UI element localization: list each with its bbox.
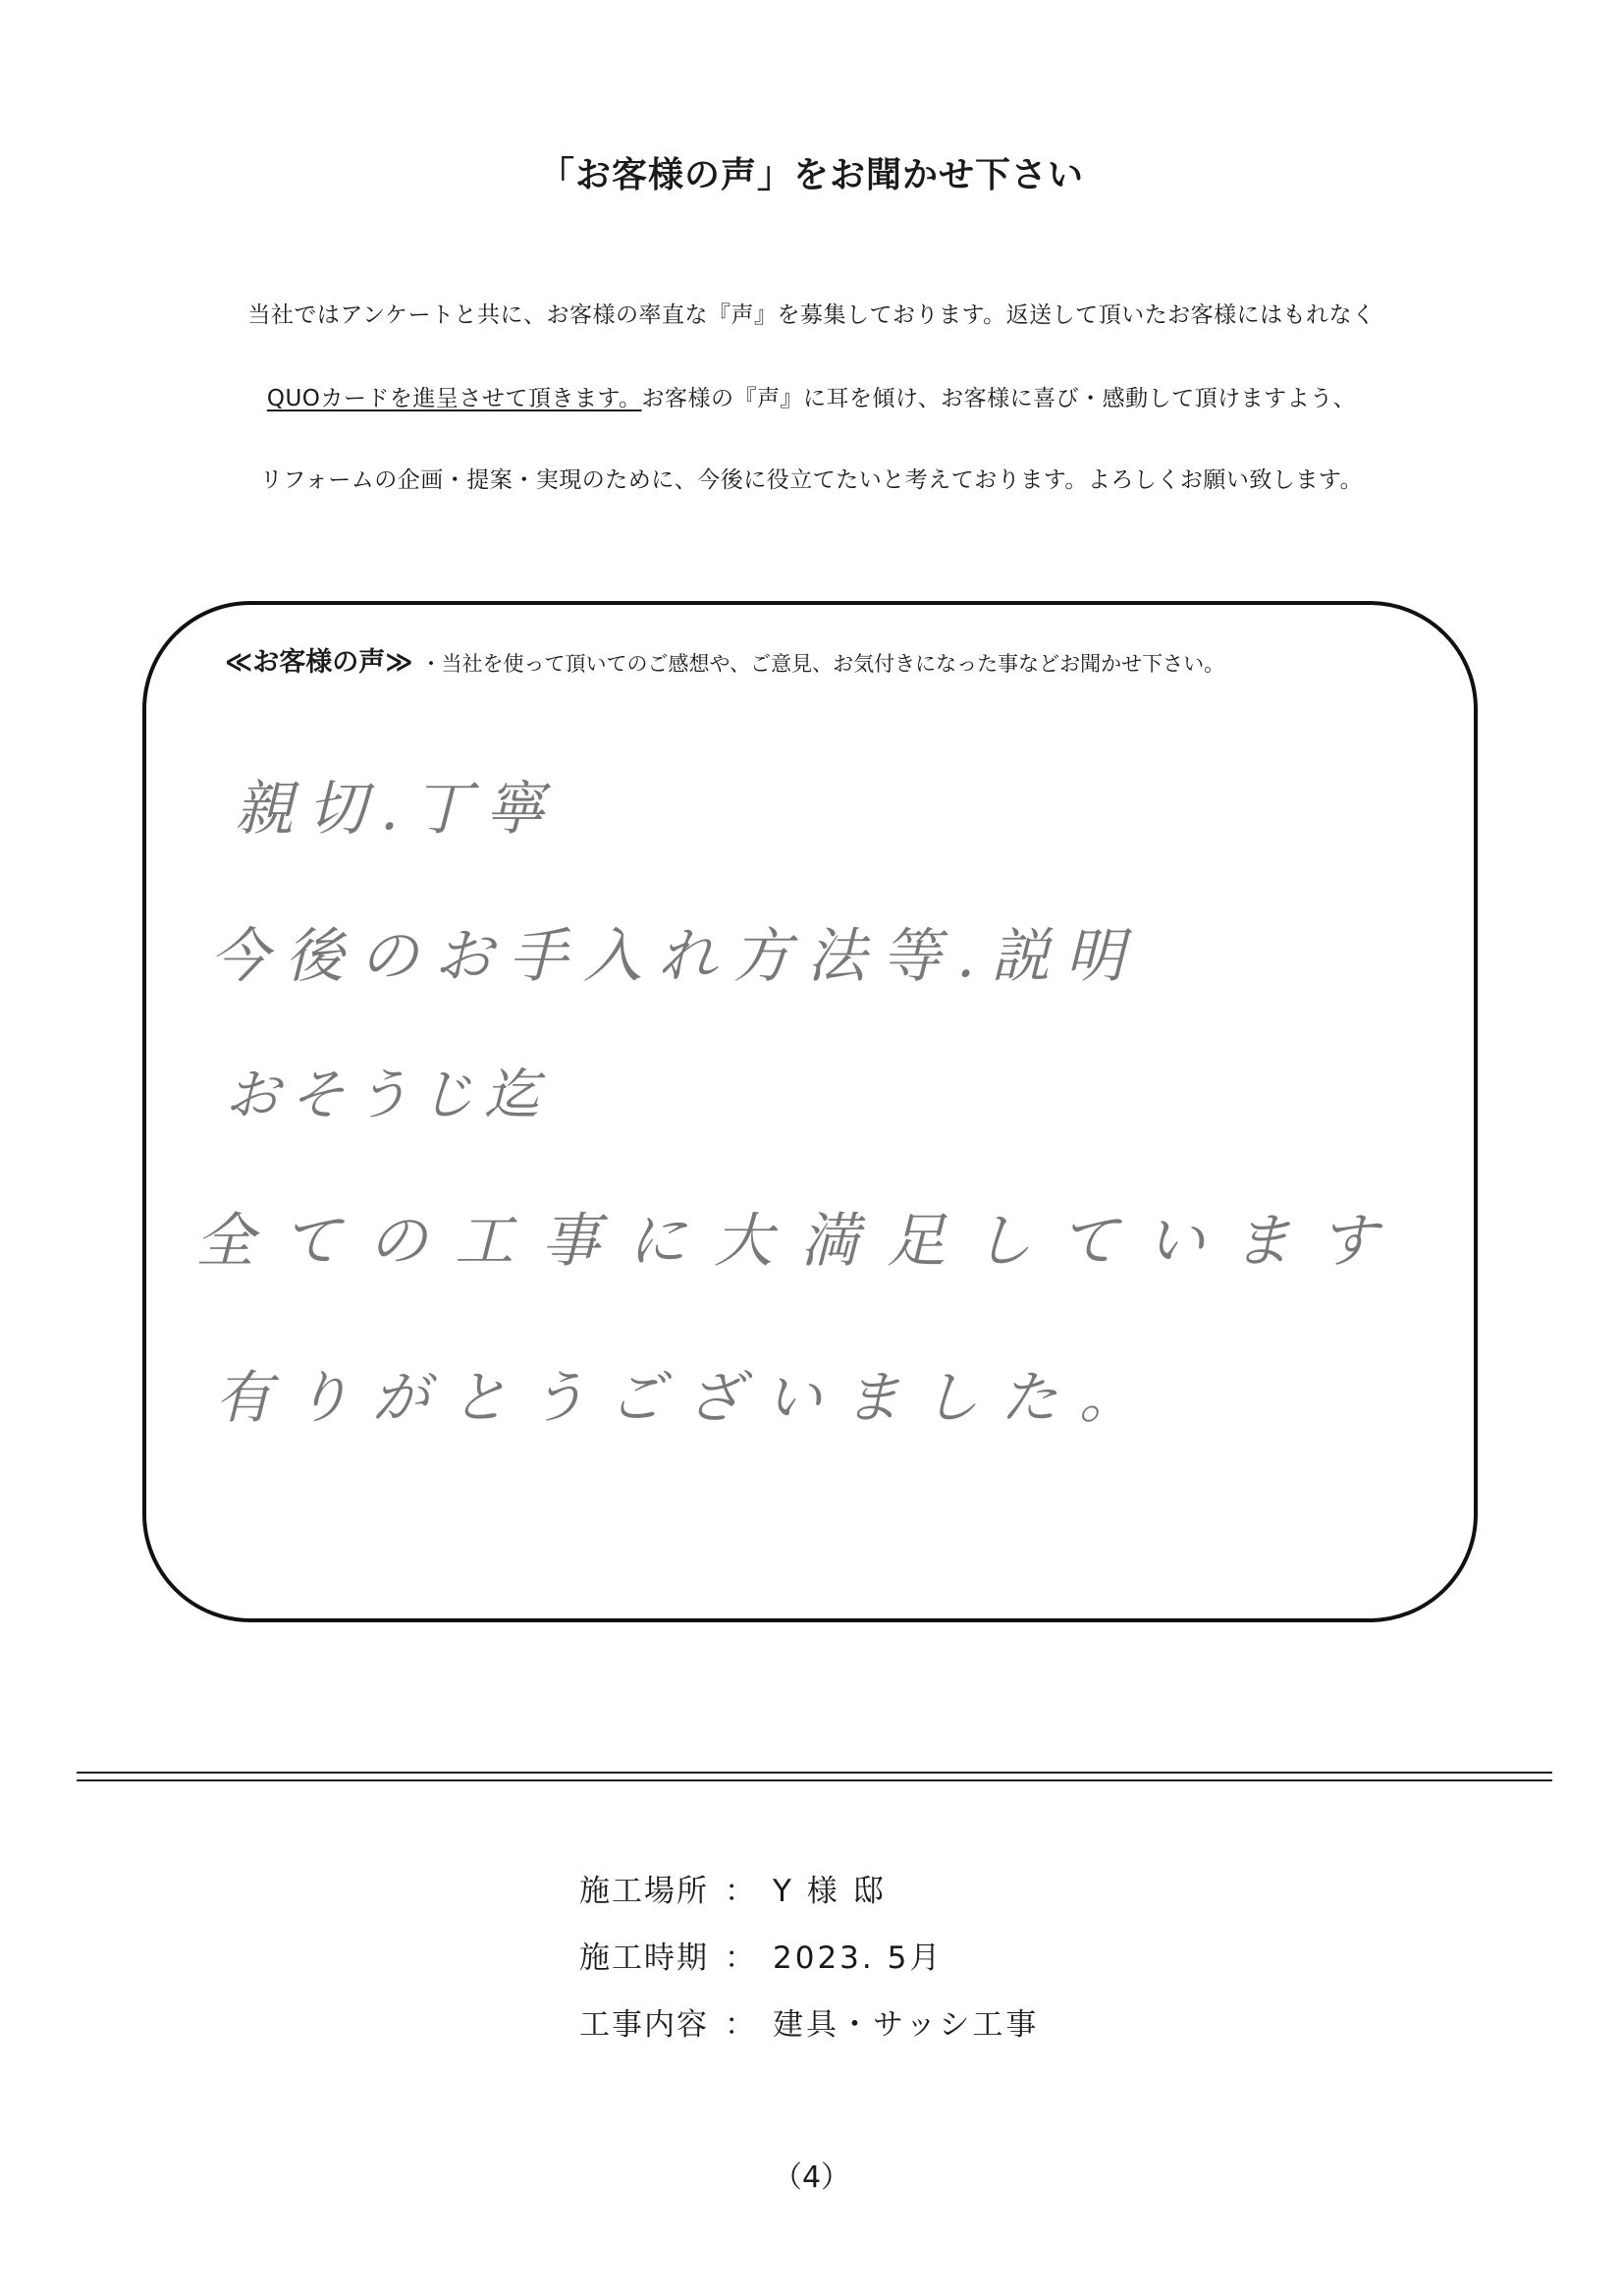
info-location xyxy=(579,1866,887,1910)
handwritten-line: おそうじ迄 xyxy=(225,1064,549,1127)
intro-line-3: リフォームの企画・提案・実現のために、今後に役立てたいと考えております。よろしくお願い致します。 xyxy=(259,467,1364,493)
page-number: （4） xyxy=(772,2160,851,2195)
handwritten-line: 親切.丁寧 xyxy=(235,775,559,844)
customer-voice-box xyxy=(142,601,1478,1622)
handwritten-line: 全ての工事に大満足しています xyxy=(195,1207,1405,1276)
location-label: 施工場所 xyxy=(579,1874,709,1909)
handwritten-line: 有りがとうございました。 xyxy=(215,1364,1159,1431)
period-value: 2023. 5月 xyxy=(773,1941,944,1976)
intro-line-2 xyxy=(0,380,1623,412)
info-period xyxy=(579,1933,943,1977)
intro-line-2-rest: お客様の『声』に耳を傾け、お客様に喜び・感動して頂けますよう、 xyxy=(641,386,1357,411)
page-title: 「お客様の声」をお聞かせ下さい xyxy=(538,155,1084,195)
location-value: Y 様 邸 xyxy=(773,1874,887,1909)
quo-card-note: QUOカードを進呈させて頂きます。 xyxy=(266,386,642,411)
divider-line xyxy=(77,1772,1552,1774)
info-work xyxy=(579,1999,1039,2044)
work-value: 建具・サッシ工事 xyxy=(773,2007,1040,2043)
info-separator: ： xyxy=(725,1941,757,1976)
info-separator: ： xyxy=(725,2007,757,2043)
info-separator: ： xyxy=(725,1874,757,1909)
period-label: 施工時期 xyxy=(579,1941,709,1976)
intro-line-1: 当社ではアンケートと共に、お客様の率直な『声』を募集しております。返送して頂いたお客様にはもれなく xyxy=(247,302,1376,328)
handwritten-line: 今後のお手入れ方法等.説明 xyxy=(210,922,1141,991)
voice-box-heading xyxy=(225,640,1224,679)
divider-line xyxy=(77,1779,1552,1781)
voice-box-label: ≪お客様の声≫ xyxy=(225,647,413,678)
work-label: 工事内容 xyxy=(579,2007,709,2043)
voice-box-prompt: ・当社を使って頂いてのご感想や、ご意見、お気付きになった事などお聞かせ下さい。 xyxy=(420,652,1225,676)
